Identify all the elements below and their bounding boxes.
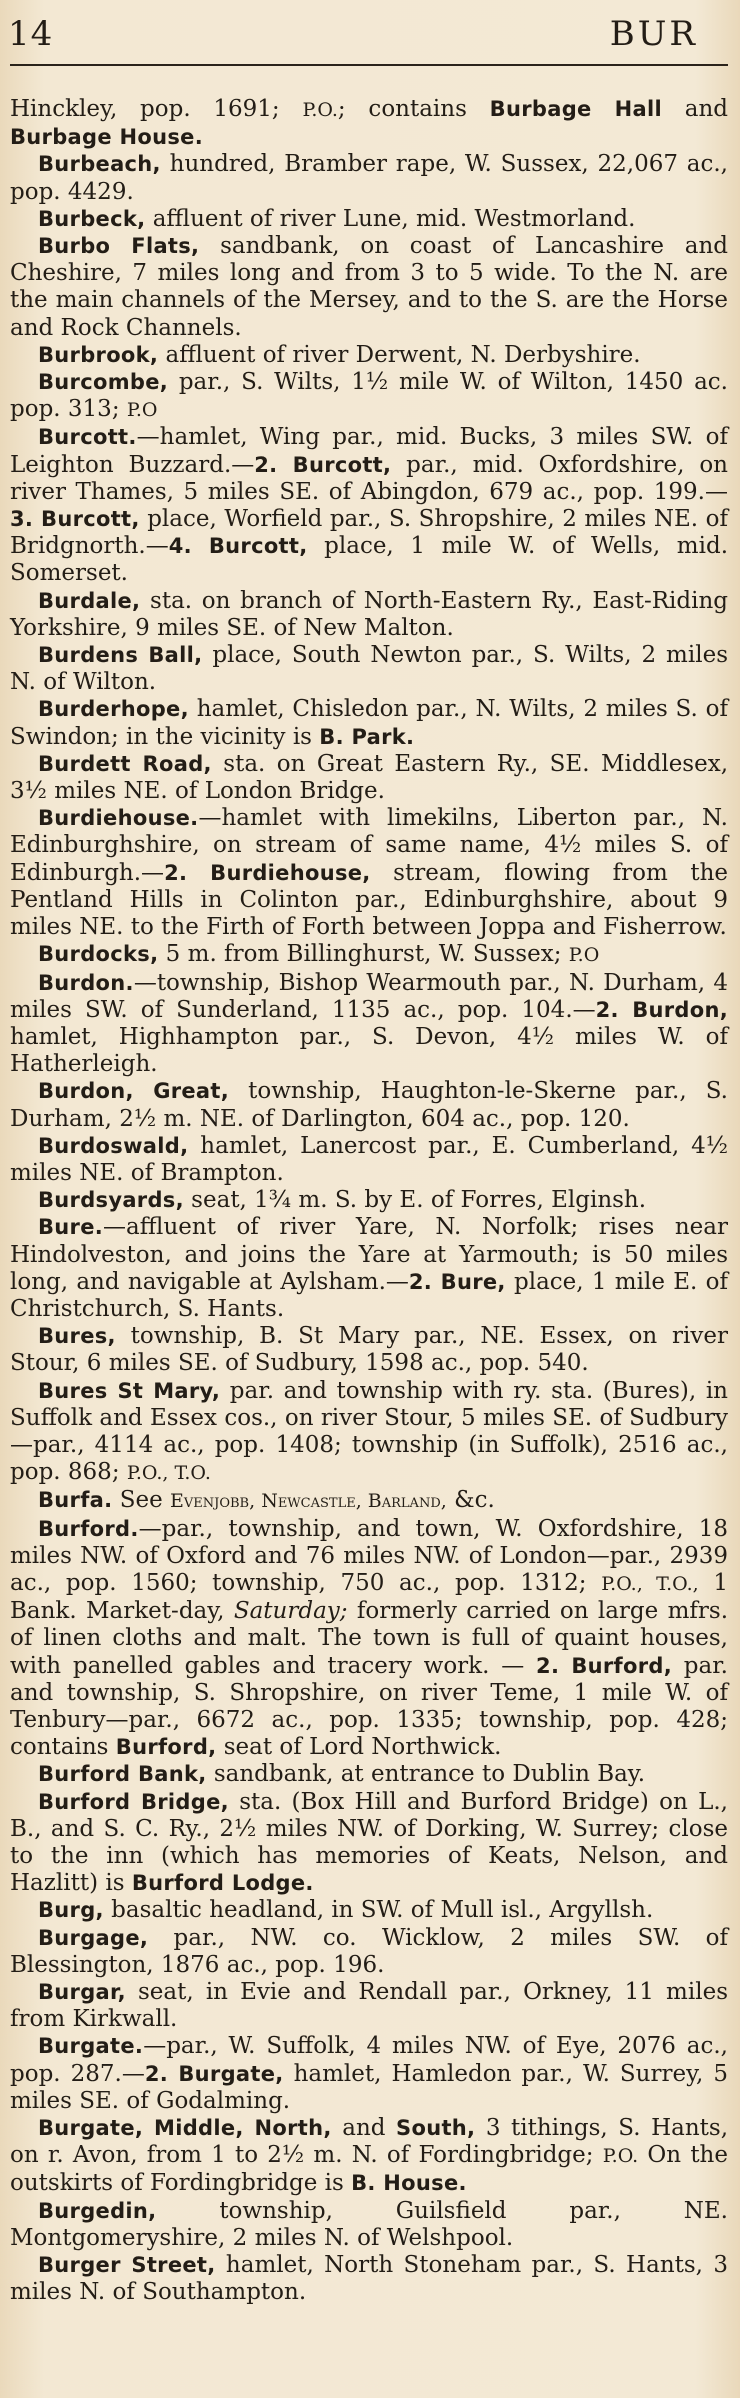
entry-headword: Burford Bank, <box>38 1762 207 1787</box>
small-caps-text: P.O <box>568 944 600 967</box>
entry-headword: Burford Lodge. <box>131 1871 314 1896</box>
gazetteer-entry <box>10 805 728 941</box>
entry-text: See <box>112 1487 171 1514</box>
entry-text: seat of Lord Northwick. <box>216 1734 502 1761</box>
entry-text: place, South Newton par., S. Wilts, 2 miles N. of Wilton. <box>10 642 728 696</box>
entry-text: place, 1 mile E. of Christchurch, S. Hants. <box>10 1268 728 1322</box>
entry-headword: Burgedin, <box>38 2198 157 2223</box>
gazetteer-entry <box>10 233 728 342</box>
entry-headword: Bures, <box>38 1324 116 1349</box>
entry-headword: 2. Burgate, <box>144 2061 284 2086</box>
gazetteer-entry <box>10 970 728 1079</box>
entry-text: par., NW. co. Wicklow, 2 miles SW. of Blessington, 1876 ac., pop. 196. <box>10 1924 728 1978</box>
entry-text: —affluent of river Yare, N. Norfolk; rises near Hindolveston, and joins the Yare at Yarmouth; is 50 miles long, and navigable at Aylsham.— <box>10 1214 728 1295</box>
entry-headword: 2. Burdon, <box>595 997 728 1022</box>
entry-text: affluent of river Lune, mid. Westmorland. <box>145 205 636 232</box>
entry-text: hamlet, North Stoneham par., S. Hants, 3 miles N. of Southampton. <box>10 2252 728 2306</box>
gazetteer-entry <box>10 2033 728 2115</box>
small-caps-text: P.O <box>126 399 158 422</box>
entry-headword: Burdsyards, <box>38 1188 184 1213</box>
italic-text: Saturday; <box>233 1598 348 1625</box>
entry-text: sandbank, on coast of Lancashire and Cheshire, 7 miles long and from 3 to 5 wide. To the N. are the main channels of the Mersey, and to the S. are the Horse and Rock Channels. <box>10 233 729 341</box>
entry-text: hamlet, Lanercost par., E. Cumberland, 4½ miles NE. of Brampton. <box>10 1132 728 1186</box>
entry-text: hundred, Bramber rape, W. Sussex, 22,067 ac., pop. 4429. <box>10 151 728 205</box>
entry-text: —hamlet, Wing par., mid. Bucks, 3 miles SW. of Leighton Buzzard.— <box>10 424 728 478</box>
entry-text: —par., W. Suffolk, 4 miles NW. of Eye, 2076 ac., pop. 287.— <box>10 2033 728 2087</box>
gazetteer-entry <box>10 424 728 587</box>
gazetteer-entry <box>10 369 728 424</box>
entry-text: 1 Bank. Market-day, <box>10 1569 728 1625</box>
gazetteer-entry <box>10 751 728 805</box>
entry-headword: Burdon, Great, <box>38 1079 230 1104</box>
entry-text: sandbank, at entrance to Dublin Bay. <box>206 1761 646 1788</box>
entry-headword: Burgate. <box>38 2034 144 2059</box>
entry-headword: Burdiehouse. <box>38 806 199 831</box>
entry-headword: Burgage, <box>38 1925 149 1950</box>
entry-text: sta. (Box Hill and Burford Bridge) on L., B., and S. C. Ry., 2½ miles NW. of Dorking, W. Surrey; close to the inn (which has memories of Keats, Nelson, and Hazlitt) is <box>10 1788 728 1897</box>
entry-text: &c. <box>446 1487 495 1514</box>
entry-text: hamlet, Highhampton par., S. Devon, 4½ miles W. of Hatherleigh. <box>10 1023 728 1078</box>
gazetteer-entry <box>10 1187 728 1214</box>
entry-text: affluent of river Derwent, N. Derbyshire. <box>158 341 641 368</box>
gazetteer-entry <box>10 1078 728 1132</box>
entry-headword: 2. Burdiehouse, <box>164 860 371 885</box>
entry-headword: Burgate, Middle, North, <box>38 2116 332 2141</box>
gazetteer-entry <box>10 206 728 233</box>
entries-column <box>10 66 728 2306</box>
entry-text: sta. on branch of North-Eastern Ry., East-Riding Yorkshire, 9 miles SE. of New Malton. <box>10 587 728 641</box>
running-head: BUR <box>609 14 698 54</box>
entry-text: par. and township, S. Shropshire, on river Teme, 1 mile W. of Tenbury—par., 6672 ac., pop. 1335; township, pop. 428; contains <box>10 1652 728 1761</box>
gazetteer-entry <box>10 1214 728 1323</box>
entry-headword: Burgar, <box>38 1980 126 2005</box>
entry-text: Hinckley, pop. 1691; <box>10 96 303 122</box>
entry-headword: Burcombe, <box>38 370 169 395</box>
entry-headword: Burdale, <box>38 588 141 613</box>
entry-headword: Burbo Flats, <box>38 234 200 259</box>
entry-headword: Burger Street, <box>38 2253 216 2278</box>
entry-text: basaltic headland, in SW. of Mull isl., Argyllsh. <box>103 1897 654 1924</box>
gazetteer-entry <box>10 1133 728 1187</box>
entry-text: seat, in Evie and Rendall par., Orkney, 11 miles from Kirkwall. <box>10 1979 728 2033</box>
small-caps-text: P.O., T.O., <box>601 1572 699 1595</box>
entry-text: —par., township, and town, W. Oxfordshire, 18 miles NW. of Oxford and 76 miles NW. of London—par., 2939 ac., pop. 1560; township, 750 ac., pop. 1312; <box>10 1515 728 1596</box>
entry-headword: B. House. <box>351 2171 467 2196</box>
entry-text: par., mid. Oxfordshire, on river Thames, 5 miles SE. of Abingdon, 679 ac., pop. 199.— <box>10 451 728 505</box>
entry-headword: 4. Burcott, <box>168 534 308 559</box>
entry-headword: Burford, <box>115 1735 217 1760</box>
entry-headword: 2. Bure, <box>408 1269 506 1294</box>
gazetteer-entry <box>10 1897 728 1924</box>
entry-headword: Burbage House. <box>10 125 203 150</box>
entry-headword: Burdoswald, <box>38 1133 189 1158</box>
entry-text: par., S. Wilts, 1½ mile W. of Wilton, 1450 ac. pop. 313; <box>10 369 728 423</box>
entry-text: seat, 1¾ m. S. by E. of Forres, Elginsh. <box>183 1187 647 1214</box>
entry-text: formerly carried on large mfrs. of linen cloths and malt. The town is full of quaint houses, with panelled gables and tracery work. — <box>10 1598 729 1679</box>
gazetteer-entry <box>10 1979 728 2033</box>
entry-headword: Bure. <box>38 1215 104 1240</box>
entry-text: —township, Bishop Wearmouth par., N. Durham, 4 miles SW. of Sunderland, 1135 ac., pop. 104.— <box>10 969 728 1023</box>
page-header <box>10 0 728 66</box>
gazetteer-entry <box>10 1378 728 1488</box>
entry-text: 5 m. from Billinghurst, W. Sussex; <box>158 941 569 968</box>
entry-headword: Burford. <box>38 1516 139 1541</box>
entry-headword: Burfa. <box>38 1488 113 1513</box>
entry-text: township, Haughton-le-Skerne par., S. Durham, 2½ m. NE. of Darlington, 604 ac., pop. 120. <box>10 1078 728 1132</box>
gazetteer-entry <box>10 96 728 151</box>
gazetteer-entry <box>10 1516 728 1762</box>
gazetteer-entry <box>10 2198 728 2252</box>
gazetteer-entry <box>10 642 728 696</box>
entry-headword: Burdett Road, <box>38 751 212 776</box>
entry-text: township, B. St Mary par., NE. Essex, on river Stour, 6 miles SE. of Sudbury, 1598 ac., pop. 540. <box>10 1323 728 1377</box>
gazetteer-entry <box>10 1323 728 1377</box>
entry-text: hamlet, Hamledon par., W. Surrey, 5 miles SE. of Godalming. <box>10 2060 728 2114</box>
entry-text: —hamlet with limekilns, Liberton par., N. Edinburghshire, on stream of same name, 4½ miles S. of Edinburgh.— <box>10 805 728 886</box>
entry-text: 3 tithings, S. Hants, on r. Avon, from 1 to 2½ m. N. of Fordingbridge; <box>10 2115 729 2169</box>
gazetteer-entry <box>10 588 728 642</box>
gazetteer-entry <box>10 941 728 969</box>
entry-text: place, 1 mile W. of Wells, mid. Somerset. <box>10 533 729 587</box>
entry-text: and <box>661 96 728 122</box>
entry-text: and <box>331 2115 397 2142</box>
entry-headword: Burdocks, <box>38 942 159 967</box>
small-caps-text: P.O., T.O. <box>126 1462 211 1485</box>
entry-text: township, Guilsfield par., NE. Montgomeryshire, 2 miles N. of Welshpool. <box>10 2197 728 2251</box>
entry-headword: Burford Bridge, <box>38 1789 229 1814</box>
entry-text: On the outskirts of Fordingbridge is <box>10 2142 728 2197</box>
small-caps-text: P.O. <box>602 2145 639 2168</box>
entry-headword: Burdens Ball, <box>38 643 203 668</box>
entry-headword: Burderhope, <box>38 697 189 722</box>
entry-text: stream, flowing from the Pentland Hills in Colinton par., Edinburghshire, about 9 miles NE. to the Firth of Forth between Joppa and Fisherrow. <box>10 859 729 941</box>
entry-headword: Burcott. <box>38 425 137 450</box>
entry-headword: B. Park. <box>319 724 415 749</box>
gazetteer-entry <box>10 2252 728 2306</box>
entry-text: par. and township with ry. sta. (Bures), in Suffolk and Essex cos., on river Stour, 5 miles SE. of Sudbury—par., 4114 ac., pop. 1408; township (in Suffolk), 2516 ac., pop. 868; <box>10 1377 728 1486</box>
gazetteer-entry <box>10 1761 728 1788</box>
small-caps-text: Evenjobb, Newcastle, Barland, <box>170 1490 447 1513</box>
gazetteer-entry <box>10 1487 728 1515</box>
entry-headword: Burdon. <box>38 970 134 995</box>
entry-text: ; contains <box>337 96 490 122</box>
entry-headword: Burg, <box>38 1898 104 1923</box>
entry-headword: South, <box>396 2116 476 2141</box>
entry-text: sta. on Great Eastern Ry., SE. Middlesex, 3½ miles NE. of London Bridge. <box>10 750 729 805</box>
entry-headword: 2. Burcott, <box>254 452 392 477</box>
entry-headword: Burbage Hall <box>489 97 662 121</box>
entry-headword: 2. Burford, <box>536 1653 672 1678</box>
entry-headword: 3. Burcott, <box>10 507 140 532</box>
entry-headword: Burbeach, <box>38 152 161 177</box>
gazetteer-entry <box>10 696 728 750</box>
entry-headword: Burbeck, <box>38 206 146 231</box>
gazetteer-entry <box>10 2115 728 2198</box>
small-caps-text: P.O. <box>302 99 338 121</box>
entry-headword: Burbrook, <box>38 342 159 367</box>
page-number: 14 <box>8 14 54 54</box>
entry-text: place, Worfield par., S. Shropshire, 2 miles NE. of Bridgnorth.— <box>10 506 728 560</box>
gazetteer-entry <box>10 1789 728 1898</box>
entry-headword: Bures St Mary, <box>38 1378 221 1403</box>
entry-text: hamlet, Chisledon par., N. Wilts, 2 miles S. of Swindon; in the vicinity is <box>10 696 728 750</box>
gazetteer-entry <box>10 151 728 205</box>
gazetteer-entry <box>10 342 728 369</box>
gazetteer-entry <box>10 1925 728 1979</box>
